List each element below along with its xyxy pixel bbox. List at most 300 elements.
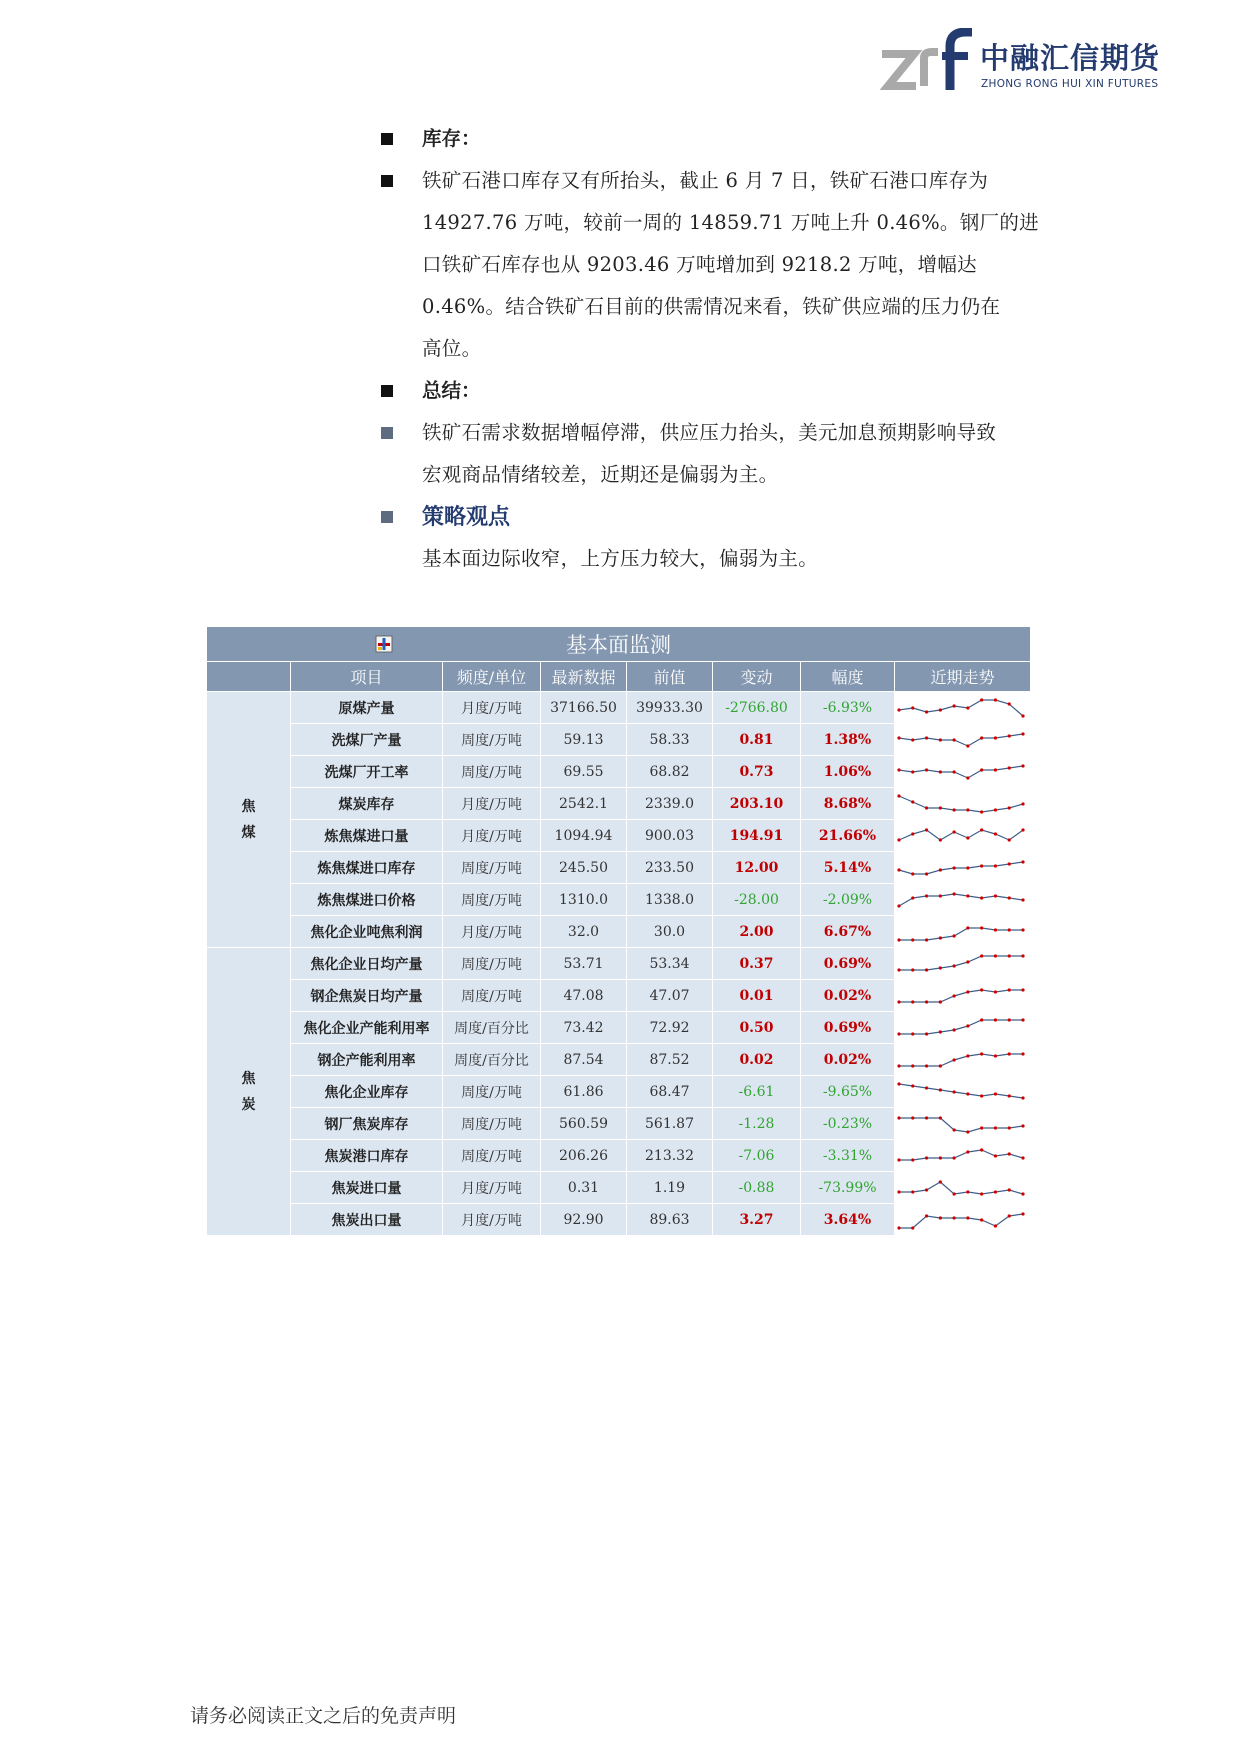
prev-value: 53.34 — [627, 948, 713, 980]
sparkline-point — [980, 1052, 983, 1055]
latest-value: 59.13 — [541, 724, 627, 756]
sparkline-chart — [895, 1174, 1027, 1202]
change-value: -28.00 — [713, 884, 801, 916]
pct-value: -2.09% — [801, 884, 895, 916]
sparkline-line — [899, 1054, 1023, 1066]
table-row — [207, 1204, 1031, 1236]
sparkline-point — [925, 710, 928, 713]
sparkline-point — [939, 806, 942, 809]
sparkline-point — [966, 926, 969, 929]
sparkline-point — [980, 1018, 983, 1021]
sparkline-line — [899, 894, 1023, 906]
sparkline-point — [939, 894, 942, 897]
sparkline-point — [939, 1156, 942, 1159]
inventory-line: 0.46%。结合铁矿石目前的供需情况来看，铁矿供应端的压力仍在 — [422, 295, 1001, 318]
table-title: 基本面监测 — [566, 633, 671, 657]
sparkline-point — [980, 698, 983, 701]
sparkline-point — [939, 770, 942, 773]
sparkline-point — [925, 1000, 928, 1003]
sparkline-point — [966, 990, 969, 993]
sparkline-line — [899, 766, 1023, 778]
sparkline-cell — [895, 820, 1031, 852]
sparkline-point — [897, 708, 900, 711]
sparkline-point — [1008, 702, 1011, 705]
sparkline-point — [1008, 1214, 1011, 1217]
sparkline-point — [994, 864, 997, 867]
sparkline-point — [1008, 862, 1011, 865]
sparkline-point — [925, 1214, 928, 1217]
sparkline-chart — [895, 982, 1027, 1010]
sparkline-chart — [895, 1014, 1027, 1042]
sparkline-point — [911, 1084, 914, 1087]
sparkline-point — [1021, 1096, 1024, 1099]
sparkline-line — [899, 990, 1023, 1002]
sparkline-point — [966, 866, 969, 869]
sparkline-cell — [895, 1012, 1031, 1044]
prev-value: 58.33 — [627, 724, 713, 756]
change-value: 0.73 — [713, 756, 801, 788]
change-value: 203.10 — [713, 788, 801, 820]
sparkline-point — [980, 810, 983, 813]
latest-value: 206.26 — [541, 1140, 627, 1172]
inventory-line: 14927.76 万吨，较前一周的 14859.71 万吨上升 0.46%。钢厂的进 — [422, 211, 1039, 234]
prev-value: 47.07 — [627, 980, 713, 1012]
pct-value: -0.23% — [801, 1108, 895, 1140]
item-unit: 月度/万吨 — [443, 916, 541, 948]
sparkline-point — [897, 1000, 900, 1003]
company-logo — [880, 28, 1180, 98]
sparkline-point — [953, 866, 956, 869]
sparkline-point — [966, 776, 969, 779]
inventory-paragraph — [374, 160, 1074, 370]
sparkline-point — [994, 990, 997, 993]
item-name: 原煤产量 — [291, 692, 443, 724]
prev-value: 87.52 — [627, 1044, 713, 1076]
change-value: -2766.80 — [713, 692, 801, 724]
item-unit: 周度/万吨 — [443, 1108, 541, 1140]
sparkline-line — [899, 1118, 1023, 1132]
table-row — [207, 756, 1031, 788]
sparkline-point — [1008, 806, 1011, 809]
sparkline-point — [911, 938, 914, 941]
change-value: -1.28 — [713, 1108, 801, 1140]
sparkline-point — [911, 1158, 914, 1161]
sparkline-point — [980, 1126, 983, 1129]
sparkline-point — [994, 928, 997, 931]
prev-value: 1338.0 — [627, 884, 713, 916]
sparkline-line — [899, 928, 1023, 940]
table-title-row — [207, 627, 1031, 662]
sparkline-point — [966, 894, 969, 897]
inventory-heading: 库存： — [422, 127, 481, 150]
sparkline-cell — [895, 1172, 1031, 1204]
sparkline-point — [953, 770, 956, 773]
sparkline-point — [911, 1116, 914, 1119]
table-title-cell — [207, 627, 1031, 662]
sparkline-point — [953, 1028, 956, 1031]
item-name: 洗煤厂产量 — [291, 724, 443, 756]
sparkline-point — [953, 808, 956, 811]
sparkline-point — [953, 994, 956, 997]
sparkline-cell — [895, 788, 1031, 820]
sparkline-point — [939, 738, 942, 741]
sparkline-point — [1021, 1212, 1024, 1215]
item-name: 焦化企业产能利用率 — [291, 1012, 443, 1044]
change-value: 0.37 — [713, 948, 801, 980]
sparkline-chart — [895, 950, 1027, 978]
sparkline-point — [1021, 732, 1024, 735]
sparkline-point — [953, 704, 956, 707]
item-unit: 月度/万吨 — [443, 1172, 541, 1204]
sparkline-line — [899, 830, 1023, 840]
sparkline-point — [897, 904, 900, 907]
sparkline-point — [1021, 828, 1024, 831]
sparkline-point — [925, 968, 928, 971]
sparkline-point — [994, 1018, 997, 1021]
sparkline-point — [939, 708, 942, 711]
sparkline-point — [911, 706, 914, 709]
item-unit: 月度/万吨 — [443, 820, 541, 852]
sparkline-point — [966, 836, 969, 839]
sparkline-point — [1021, 1156, 1024, 1159]
sparkline-point — [1008, 1188, 1011, 1191]
sparkline-point — [911, 1064, 914, 1067]
sparkline-point — [1021, 714, 1024, 717]
sparkline-chart — [895, 694, 1027, 722]
sparkline-point — [925, 1032, 928, 1035]
sparkline-point — [1021, 1192, 1024, 1195]
sparkline-point — [953, 1156, 956, 1159]
sparkline-point — [1021, 954, 1024, 957]
sparkline-point — [1008, 1018, 1011, 1021]
header-unit: 频度/单位 — [443, 662, 541, 692]
item-unit: 周度/百分比 — [443, 1044, 541, 1076]
pct-value: 0.02% — [801, 1044, 895, 1076]
sparkline-point — [939, 1216, 942, 1219]
latest-value: 53.71 — [541, 948, 627, 980]
sparkline-point — [1021, 1124, 1024, 1127]
logo-en-name: ZHONG RONG HUI XIN FUTURES — [981, 78, 1159, 90]
strategy-paragraph — [374, 538, 1074, 580]
sparkline-chart — [895, 854, 1027, 882]
table-row — [207, 724, 1031, 756]
change-value: 0.81 — [713, 724, 801, 756]
header-latest: 最新数据 — [541, 662, 627, 692]
sparkline-point — [939, 966, 942, 969]
sparkline-point — [966, 1150, 969, 1153]
sparkline-point — [911, 968, 914, 971]
square-bullet-icon — [381, 427, 393, 439]
prev-value: 39933.30 — [627, 692, 713, 724]
sparkline-point — [939, 1000, 942, 1003]
prev-value: 233.50 — [627, 852, 713, 884]
item-unit: 周度/万吨 — [443, 1140, 541, 1172]
pct-value: -9.65% — [801, 1076, 895, 1108]
sparkline-point — [966, 808, 969, 811]
sparkline-line — [899, 956, 1023, 970]
sparkline-cell — [895, 1044, 1031, 1076]
summary-paragraph — [374, 412, 1074, 496]
sparkline-line — [899, 1084, 1023, 1098]
sparkline-cell — [895, 1204, 1031, 1236]
sparkline-point — [925, 1086, 928, 1089]
group-label — [207, 948, 291, 1236]
table-row — [207, 884, 1031, 916]
sparkline-point — [994, 1092, 997, 1095]
sparkline-cell — [895, 1140, 1031, 1172]
sparkline-point — [1008, 766, 1011, 769]
sparkline-point — [966, 744, 969, 747]
sparkline-point — [980, 954, 983, 957]
sparkline-cell — [895, 980, 1031, 1012]
sparkline-point — [966, 1092, 969, 1095]
prev-value: 68.82 — [627, 756, 713, 788]
sparkline-point — [1008, 954, 1011, 957]
sparkline-point — [980, 864, 983, 867]
sparkline-point — [1021, 898, 1024, 901]
sparkline-point — [966, 1190, 969, 1193]
latest-value: 1094.94 — [541, 820, 627, 852]
sparkline-point — [994, 698, 997, 701]
inventory-line: 高位。 — [422, 337, 482, 360]
table-body — [207, 692, 1031, 1236]
sparkline-chart — [895, 1142, 1027, 1170]
sparkline-point — [897, 1226, 900, 1229]
sparkline-point — [1021, 802, 1024, 805]
sparkline-point — [980, 988, 983, 991]
sparkline-point — [1008, 838, 1011, 841]
item-name: 焦炭出口量 — [291, 1204, 443, 1236]
square-bullet-icon — [381, 511, 393, 523]
footer-disclaimer: 请务必阅读正文之后的免责声明 — [190, 1705, 457, 1727]
sparkline-point — [939, 936, 942, 939]
item-unit: 月度/万吨 — [443, 692, 541, 724]
table-row — [207, 1108, 1031, 1140]
latest-value: 37166.50 — [541, 692, 627, 724]
latest-value: 1310.0 — [541, 884, 627, 916]
sparkline-point — [1021, 860, 1024, 863]
sparkline-point — [939, 1180, 942, 1183]
sparkline-point — [1021, 928, 1024, 931]
square-bullet-icon — [381, 133, 393, 145]
prev-value: 213.32 — [627, 1140, 713, 1172]
sparkline-chart — [895, 1078, 1027, 1106]
sparkline-cell — [895, 1108, 1031, 1140]
sparkline-chart — [895, 918, 1027, 946]
item-name: 焦炭进口量 — [291, 1172, 443, 1204]
sparkline-point — [925, 736, 928, 739]
sparkline-chart — [895, 1110, 1027, 1138]
item-name: 洗煤厂开工率 — [291, 756, 443, 788]
sparkline-point — [925, 1156, 928, 1159]
prev-value: 89.63 — [627, 1204, 713, 1236]
item-name: 钢企焦炭日均产量 — [291, 980, 443, 1012]
sparkline-point — [911, 872, 914, 875]
item-unit: 周度/万吨 — [443, 852, 541, 884]
sparkline-line — [899, 1020, 1023, 1034]
logo-cn-name: 中融汇信期货 — [980, 41, 1161, 75]
sparkline-point — [953, 964, 956, 967]
pct-value: 8.68% — [801, 788, 895, 820]
sparkline-point — [980, 1192, 983, 1195]
sparkline-point — [980, 1218, 983, 1221]
sparkline-cell — [895, 916, 1031, 948]
sparkline-point — [897, 1158, 900, 1161]
sparkline-point — [953, 1058, 956, 1061]
sparkline-point — [1008, 896, 1011, 899]
sparkline-point — [897, 1082, 900, 1085]
sparkline-point — [1021, 1052, 1024, 1055]
sparkline-line — [899, 700, 1023, 716]
pct-value: 1.38% — [801, 724, 895, 756]
header-trend: 近期走势 — [895, 662, 1031, 692]
sparkline-point — [994, 1154, 997, 1157]
item-name: 钢企产能利用率 — [291, 1044, 443, 1076]
sparkline-point — [994, 832, 997, 835]
sparkline-point — [980, 828, 983, 831]
sparkline-point — [897, 1116, 900, 1119]
group-label-char: 焦 — [241, 1070, 256, 1087]
sparkline-point — [966, 1024, 969, 1027]
item-name: 煤炭库存 — [291, 788, 443, 820]
sparkline-point — [953, 1216, 956, 1219]
change-value: 2.00 — [713, 916, 801, 948]
sparkline-point — [980, 896, 983, 899]
sparkline-point — [980, 736, 983, 739]
change-value: 0.02 — [713, 1044, 801, 1076]
sparkline-point — [966, 1130, 969, 1133]
item-name: 炼焦煤进口价格 — [291, 884, 443, 916]
latest-value: 69.55 — [541, 756, 627, 788]
sparkline-point — [966, 1054, 969, 1057]
sparkline-chart — [895, 726, 1027, 754]
report-body — [374, 118, 1074, 580]
header-group — [207, 662, 291, 692]
table-row — [207, 1140, 1031, 1172]
prev-value: 1.19 — [627, 1172, 713, 1204]
item-unit: 月度/万吨 — [443, 788, 541, 820]
sparkline-point — [939, 1088, 942, 1091]
sparkline-point — [897, 1064, 900, 1067]
sparkline-point — [897, 1190, 900, 1193]
sparkline-point — [939, 838, 942, 841]
header-prev: 前值 — [627, 662, 713, 692]
item-unit: 周度/万吨 — [443, 884, 541, 916]
sparkline-point — [911, 1000, 914, 1003]
sparkline-point — [925, 938, 928, 941]
sparkline-chart — [895, 822, 1027, 850]
sparkline-point — [966, 960, 969, 963]
sparkline-cell — [895, 724, 1031, 756]
item-unit: 周度/万吨 — [443, 756, 541, 788]
item-name: 焦化企业吨焦利润 — [291, 916, 443, 948]
table-icon — [375, 635, 393, 653]
sparkline-point — [994, 1126, 997, 1129]
strategy-heading: 策略观点 — [422, 504, 511, 530]
sparkline-point — [1008, 1126, 1011, 1129]
item-unit: 周度/百分比 — [443, 1012, 541, 1044]
sparkline-cell — [895, 1076, 1031, 1108]
strategy-heading-row — [374, 496, 1074, 538]
sparkline-point — [994, 768, 997, 771]
sparkline-cell — [895, 948, 1031, 980]
inventory-heading-row — [374, 118, 1074, 160]
header-change: 变动 — [713, 662, 801, 692]
prev-value: 30.0 — [627, 916, 713, 948]
table-row — [207, 1044, 1031, 1076]
item-unit: 周度/万吨 — [443, 1076, 541, 1108]
inventory-line: 口铁矿石库存也从 9203.46 万吨增加到 9218.2 万吨，增幅达 — [422, 253, 977, 276]
item-unit: 周度/万吨 — [443, 980, 541, 1012]
sparkline-point — [953, 738, 956, 741]
sparkline-point — [1008, 1052, 1011, 1055]
sparkline-point — [994, 954, 997, 957]
sparkline-point — [953, 892, 956, 895]
sparkline-point — [953, 830, 956, 833]
item-unit: 月度/万吨 — [443, 1204, 541, 1236]
sparkline-point — [911, 1226, 914, 1229]
table-row — [207, 980, 1031, 1012]
sparkline-point — [1008, 928, 1011, 931]
sparkline-point — [911, 832, 914, 835]
sparkline-point — [911, 800, 914, 803]
sparkline-line — [899, 1182, 1023, 1194]
sparkline-cell — [895, 852, 1031, 884]
pct-value: 1.06% — [801, 756, 895, 788]
sparkline-line — [899, 1150, 1023, 1160]
sparkline-point — [897, 768, 900, 771]
summary-heading: 总结： — [422, 379, 481, 402]
item-name: 焦化企业库存 — [291, 1076, 443, 1108]
pct-value: 3.64% — [801, 1204, 895, 1236]
latest-value: 0.31 — [541, 1172, 627, 1204]
sparkline-point — [897, 736, 900, 739]
sparkline-point — [1008, 988, 1011, 991]
prev-value: 561.87 — [627, 1108, 713, 1140]
sparkline-point — [1008, 1152, 1011, 1155]
sparkline-point — [994, 736, 997, 739]
change-value: 0.01 — [713, 980, 801, 1012]
pct-value: 0.69% — [801, 1012, 895, 1044]
sparkline-line — [899, 1214, 1023, 1228]
sparkline-chart — [895, 758, 1027, 786]
table-row — [207, 852, 1031, 884]
summary-line: 铁矿石需求数据增幅停滞，供应压力抬头，美元加息预期影响导致 — [422, 421, 997, 444]
latest-value: 47.08 — [541, 980, 627, 1012]
sparkline-point — [1021, 1018, 1024, 1021]
table-row — [207, 692, 1031, 724]
sparkline-point — [925, 872, 928, 875]
sparkline-point — [980, 1148, 983, 1151]
group-label-char: 炭 — [241, 1096, 256, 1113]
sparkline-point — [994, 1054, 997, 1057]
sparkline-point — [939, 1030, 942, 1033]
sparkline-point — [939, 1116, 942, 1119]
inventory-line: 铁矿石港口库存又有所抬头，截止 6 月 7 日，铁矿石港口库存为 — [422, 169, 989, 192]
sparkline-point — [994, 808, 997, 811]
change-value: 0.50 — [713, 1012, 801, 1044]
change-value: 3.27 — [713, 1204, 801, 1236]
sparkline-point — [980, 1094, 983, 1097]
header-pct: 幅度 — [801, 662, 895, 692]
fundamental-monitor-table — [206, 626, 1031, 1236]
item-name: 焦炭港口库存 — [291, 1140, 443, 1172]
sparkline-cell — [895, 884, 1031, 916]
pct-value: 6.67% — [801, 916, 895, 948]
sparkline-point — [1008, 734, 1011, 737]
sparkline-point — [994, 894, 997, 897]
table-header-row — [207, 662, 1031, 692]
